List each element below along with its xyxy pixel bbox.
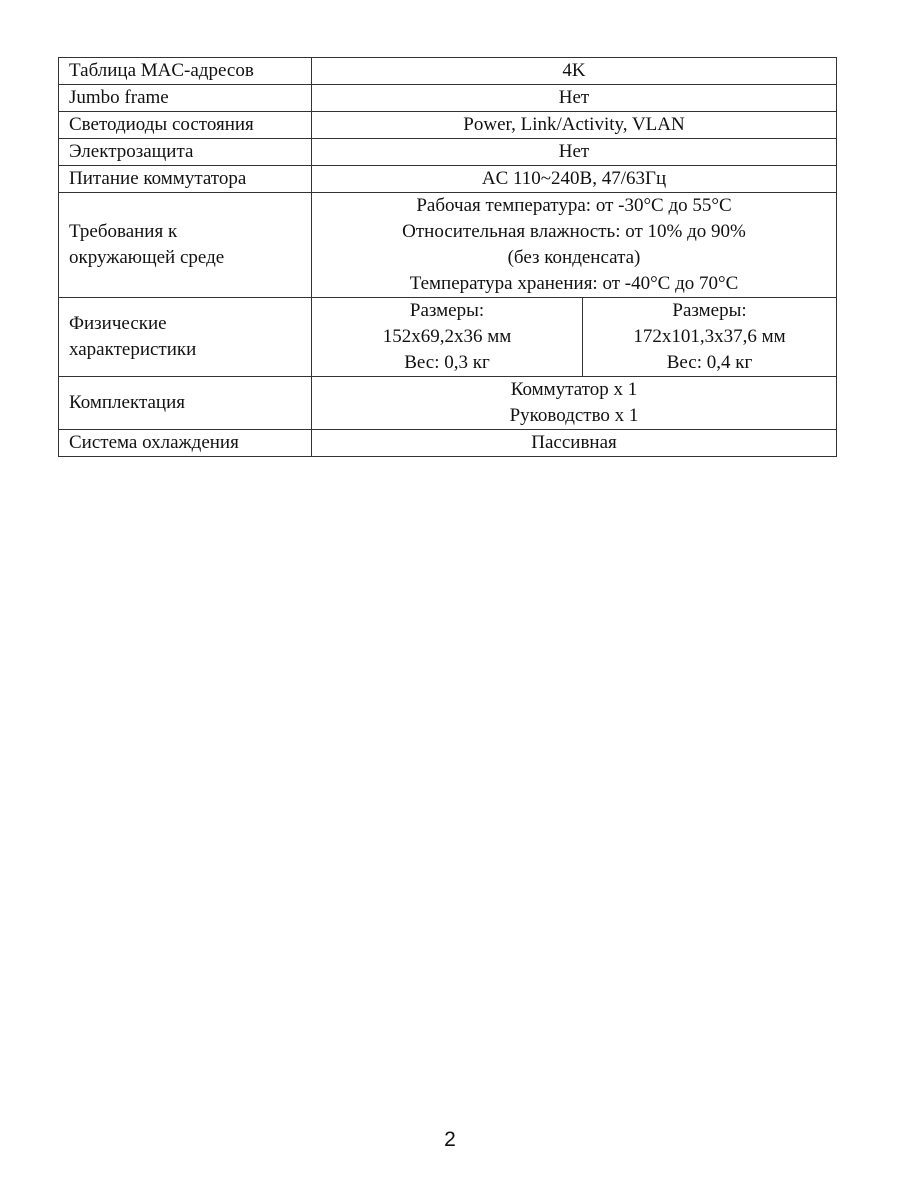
row-label: Светодиоды состояния: [59, 112, 312, 139]
package-item: Руководство x 1: [509, 405, 639, 426]
table-row-jumbo-frame: [59, 85, 837, 112]
humidity-note: (без конденсата): [507, 247, 641, 268]
model-a-specs: [312, 298, 583, 377]
dimensions-value: 172x101,3x37,6 мм: [633, 326, 786, 347]
table-row-mac-table: [59, 58, 837, 85]
row-value: 4K: [312, 58, 837, 85]
row-label: Система охлаждения: [59, 430, 312, 457]
label-line: Требования к: [69, 221, 178, 242]
label-line: Физические: [69, 313, 167, 334]
specifications-table: [58, 57, 837, 457]
row-label: Таблица MAC-адресов: [59, 58, 312, 85]
table-row-package: [59, 377, 837, 430]
weight-value: Вес: 0,4 кг: [666, 352, 753, 373]
weight-value: Вес: 0,3 кг: [404, 352, 490, 373]
row-value: [312, 377, 837, 430]
row-label: Питание коммутатора: [59, 166, 312, 193]
label-line: характеристики: [69, 339, 197, 360]
model-b-specs: [583, 298, 837, 377]
row-label: Jumbo frame: [59, 85, 312, 112]
row-label: Электрозащита: [59, 139, 312, 166]
operating-temperature: Рабочая температура: от -30°C до 55°C: [416, 195, 732, 216]
row-label: [59, 298, 312, 377]
table-row-surge-protection: [59, 139, 837, 166]
row-label: Комплектация: [59, 377, 312, 430]
humidity: Относительная влажность: от 10% до 90%: [402, 221, 746, 242]
table-row-environment: [59, 193, 837, 298]
row-value: Power, Link/Activity, VLAN: [312, 112, 837, 139]
dimensions-label: Размеры:: [672, 300, 747, 321]
table-row-leds: [59, 112, 837, 139]
label-line: окружающей среде: [69, 247, 225, 268]
row-value: Нет: [312, 139, 837, 166]
table-row-cooling: [59, 430, 837, 457]
dimensions-label: Размеры:: [409, 300, 485, 321]
row-label: [59, 193, 312, 298]
row-value: Нет: [312, 85, 837, 112]
row-value: Пассивная: [312, 430, 837, 457]
page-number: 2: [444, 1128, 456, 1151]
table-row-physical: [59, 298, 837, 377]
table-row-power: [59, 166, 837, 193]
storage-temperature: Температура хранения: от -40°C до 70°C: [409, 273, 739, 294]
row-value: AC 110~240В, 47/63Гц: [312, 166, 837, 193]
package-item: Коммутатор x 1: [510, 379, 638, 400]
row-value: [312, 193, 837, 298]
dimensions-value: 152x69,2x36 мм: [382, 326, 512, 347]
